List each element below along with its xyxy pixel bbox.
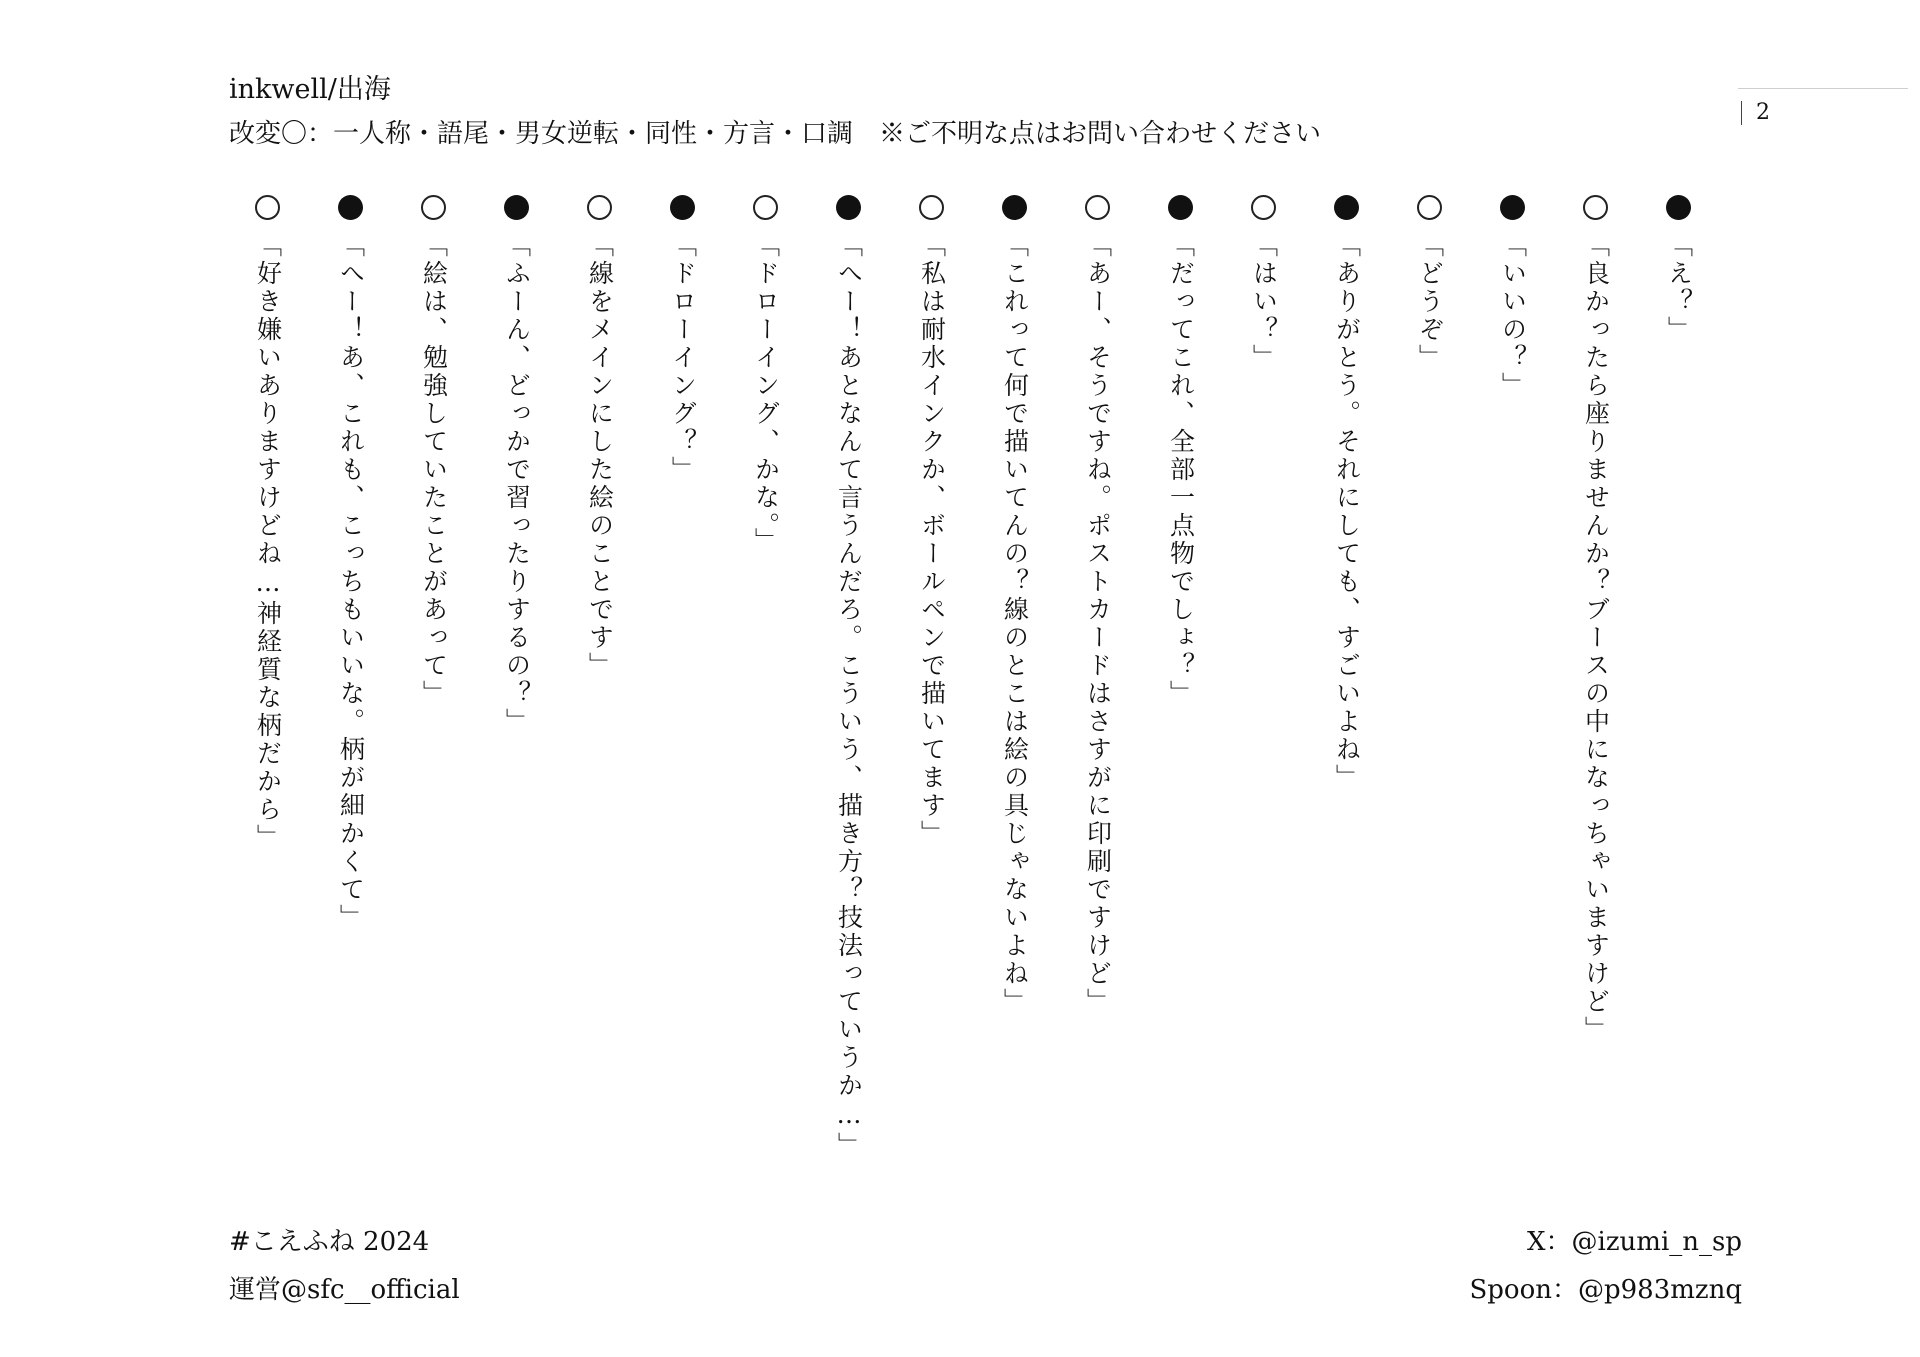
event-hashtag: #こえふね 2024: [229, 1227, 430, 1257]
dialogue-text: 「私は耐水インクか、ボールペンで描いてます」: [917, 232, 947, 848]
dialogue-line: [1637, 195, 1720, 1125]
speaker-filled-circle-icon: [670, 195, 695, 220]
footer-right: [1469, 1218, 1742, 1314]
dialogue-line: [724, 195, 807, 1125]
speaker-filled-circle-icon: [1666, 195, 1691, 220]
dialogue-line: [1554, 195, 1637, 1125]
dialogue-text: 「え？」: [1664, 232, 1694, 344]
dialogue-line: [475, 195, 558, 1125]
speaker-filled-circle-icon: [338, 195, 363, 220]
speaker-open-circle-icon: [753, 195, 778, 220]
speaker-open-circle-icon: [255, 195, 280, 220]
dialogue-text: 「良かったら座りませんか？ブースの中になっちゃいますけど」: [1581, 232, 1611, 1044]
page-rule: [1738, 88, 1908, 89]
dialogue-text: 「いいの？」: [1498, 232, 1528, 400]
dialogue-text: 「へー！あとなんて言うんだろ。こういう、描き方？技法っていうか…」: [834, 232, 864, 1160]
speaker-open-circle-icon: [587, 195, 612, 220]
dialogue-text: 「はい？」: [1249, 232, 1279, 372]
usage-note: 改変〇：一人称・語尾・男女逆転・同性・方言・口調 ※ご不明な点はお問い合わせください: [229, 119, 1322, 149]
script-title: inkwell/出海: [229, 74, 391, 105]
organizer-account: 運営@sfc__official: [229, 1275, 460, 1305]
x-account: X：@izumi_n_sp: [1527, 1227, 1742, 1257]
dialogue-line: [309, 195, 392, 1125]
dialogue-text: 「好き嫌いありますけどね…神経質な柄だから」: [253, 232, 283, 852]
speaker-filled-circle-icon: [1334, 195, 1359, 220]
spoon-account: Spoon：@p983mznq: [1469, 1275, 1742, 1305]
speaker-open-circle-icon: [1583, 195, 1608, 220]
speaker-open-circle-icon: [1085, 195, 1110, 220]
footer-left: [229, 1218, 460, 1314]
dialogue-line: [1139, 195, 1222, 1125]
dialogue-line: [1056, 195, 1139, 1125]
dialogue-line: [890, 195, 973, 1125]
page-number: [1741, 96, 1770, 130]
speaker-filled-circle-icon: [1168, 195, 1193, 220]
dialogue-text: 「線をメインにした絵のことです」: [585, 232, 615, 680]
dialogue-line: [558, 195, 641, 1125]
dialogue-line: [1222, 195, 1305, 1125]
dialogue-line: [973, 195, 1056, 1125]
script-body: [200, 195, 1720, 1160]
dialogue-line: [1388, 195, 1471, 1125]
speaker-filled-circle-icon: [1002, 195, 1027, 220]
speaker-filled-circle-icon: [836, 195, 861, 220]
dialogue-text: 「どうぞ」: [1415, 232, 1445, 372]
speaker-filled-circle-icon: [1500, 195, 1525, 220]
speaker-open-circle-icon: [421, 195, 446, 220]
dialogue-line: [392, 195, 475, 1125]
dialogue-text: 「ドローイング？」: [668, 232, 698, 484]
dialogue-line: [1471, 195, 1554, 1125]
dialogue-line: [226, 195, 309, 1125]
dialogue-text: 「ふーん、どっかで習ったりするの？」: [502, 232, 532, 736]
dialogue-text: 「これって何で描いてんの？線のとこは絵の具じゃないよね」: [1000, 232, 1030, 1016]
dialogue-text: 「ドローイング、かな。」: [751, 232, 781, 556]
dialogue-text: 「あー、そうですね。ポストカードはさすがに印刷ですけど」: [1083, 232, 1113, 1016]
page-number-bar: [1741, 101, 1742, 125]
dialogue-text: 「ありがとう。それにしても、すごいよね」: [1332, 232, 1362, 792]
dialogue-line: [807, 195, 890, 1160]
speaker-filled-circle-icon: [504, 195, 529, 220]
dialogue-line: [1305, 195, 1388, 1125]
speaker-open-circle-icon: [1417, 195, 1442, 220]
page-number-value: 2: [1756, 100, 1770, 125]
speaker-open-circle-icon: [1251, 195, 1276, 220]
dialogue-line: [641, 195, 724, 1125]
dialogue-text: 「だってこれ、全部一点物でしょ？」: [1166, 232, 1196, 708]
speaker-open-circle-icon: [919, 195, 944, 220]
dialogue-text: 「へー！あ、これも、こっちもいいな。柄が細かくて」: [336, 232, 366, 932]
dialogue-text: 「絵は、勉強していたことがあって」: [419, 232, 449, 708]
